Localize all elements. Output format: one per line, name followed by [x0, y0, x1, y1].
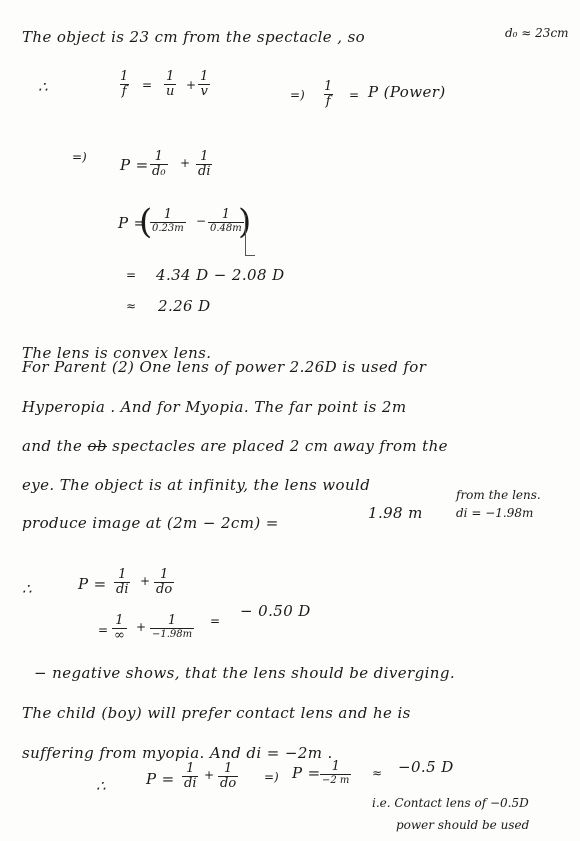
- plus-sign: +: [180, 156, 191, 170]
- equals-sign: =: [142, 78, 153, 92]
- implies-arrow: =): [290, 88, 305, 102]
- image-distance-value: 1.98 m: [368, 504, 423, 522]
- power-subtraction: 4.34 D − 2.08 D: [156, 266, 285, 284]
- child-line-2: suffering from myopia. And di = −2m .: [22, 744, 333, 762]
- line-object-distance: The object is 23 cm from the spectacle , so: [22, 28, 366, 46]
- denominator: f: [325, 94, 331, 110]
- power-result-3: −0.5 D: [398, 758, 454, 776]
- numerator: 1: [167, 613, 177, 628]
- equals-sign: =: [349, 88, 360, 102]
- numerator: 1: [163, 207, 173, 222]
- implies-arrow: =): [72, 150, 87, 164]
- denominator: di: [198, 164, 211, 180]
- parent-line-1: For Parent (2) One lens of power 2.26D is used for: [22, 358, 427, 376]
- fraction-1-over-di: [196, 150, 212, 180]
- therefore-symbol: ∴: [38, 78, 48, 96]
- power-definition: P (Power): [368, 83, 446, 101]
- numerator: 1: [120, 69, 129, 84]
- numerator: 1: [331, 759, 340, 774]
- numerator: 1: [200, 149, 209, 164]
- numerator: 1: [154, 149, 163, 164]
- denominator: ∞: [114, 628, 125, 644]
- child-line-1: The child (boy) will prefer contact lens and he is: [22, 704, 411, 722]
- denominator: 0.23m: [152, 223, 184, 235]
- implies-arrow-2: =): [264, 770, 279, 784]
- numerator: 1: [324, 79, 333, 94]
- plus-sign: +: [140, 574, 151, 588]
- denominator: d₀: [152, 164, 166, 180]
- fraction-1-over-infinity: [112, 614, 127, 644]
- parent-line-2: Hyperopia . And for Myopia. The far point is 2m: [22, 398, 407, 416]
- close-paren: ): [238, 202, 252, 242]
- fraction-1-over-d0: [150, 150, 168, 180]
- approx-sign-2: ≈: [372, 766, 383, 780]
- power-lhs: P =: [120, 156, 149, 174]
- power-result-2: − 0.50 D: [240, 602, 311, 620]
- approx-sign: ≈: [126, 299, 137, 313]
- di-value: di = −1.98m: [456, 506, 534, 520]
- equals-sign: =: [98, 623, 109, 637]
- fraction-1-over-f-2: [322, 80, 334, 110]
- parent-line-5: produce image at (2m − 2cm) =: [22, 514, 279, 532]
- power-result: 2.26 D: [158, 297, 211, 315]
- denominator: do: [156, 582, 173, 598]
- plus-sign: +: [204, 768, 215, 782]
- denominator: di: [116, 582, 129, 598]
- equals-sign-2: =: [210, 614, 221, 628]
- fraction-1-over-0-23m: [150, 208, 186, 234]
- plus-sign: +: [186, 78, 197, 92]
- fraction-1-over-v: [198, 70, 210, 100]
- negative-statement: − negative shows, that the lens should be diverging.: [34, 664, 456, 682]
- line-object-distance-tail: d₀ ≈ 23cm: [505, 26, 569, 40]
- margin-mark-base: [245, 255, 255, 256]
- denominator: v: [200, 84, 208, 100]
- margin-mark: [245, 215, 246, 255]
- open-paren: (: [139, 202, 153, 242]
- numerator: 1: [166, 69, 175, 84]
- power-lhs-5: P =: [292, 764, 321, 782]
- equals-sign: =: [126, 268, 137, 282]
- plus-sign: +: [136, 620, 147, 634]
- parent-line-3: [22, 437, 448, 455]
- denominator: −2 m: [322, 775, 350, 787]
- denominator: u: [166, 84, 175, 100]
- therefore-symbol-3: ∴: [96, 777, 106, 795]
- parent-line-3-start: and the: [22, 437, 83, 455]
- denominator: 0.48m: [210, 223, 242, 235]
- numerator: 1: [221, 207, 231, 222]
- parent-line-3-end: spectacles are placed 2 cm away from the: [112, 437, 448, 455]
- parent-line-4: eye. The object is at infinity, the lens would: [22, 476, 371, 494]
- fraction-1-over-f: [118, 70, 130, 100]
- final-line-2: power should be used: [396, 818, 530, 832]
- denominator: di: [184, 776, 197, 792]
- from-the-lens-note: from the lens.: [456, 488, 541, 502]
- fraction-1-over-neg-1-98m: [150, 614, 194, 640]
- numerator: 1: [186, 761, 195, 776]
- denominator: f: [121, 84, 127, 100]
- fraction-1-over-di-3: [182, 762, 198, 792]
- numerator: 1: [159, 567, 169, 582]
- struck-word: ob: [87, 437, 107, 455]
- convex-lens-statement: The lens is convex lens.: [22, 344, 212, 362]
- numerator: 1: [118, 567, 127, 582]
- numerator: 1: [115, 613, 124, 628]
- numerator: 1: [200, 69, 209, 84]
- fraction-1-over-do: [154, 568, 174, 598]
- denominator: do: [220, 776, 237, 792]
- minus-sign: −: [196, 214, 207, 228]
- fraction-1-over-neg-2m: [320, 760, 351, 786]
- power-lhs-4: P =: [146, 770, 175, 788]
- numerator: 1: [223, 761, 233, 776]
- power-lhs-2: P =: [118, 214, 147, 232]
- denominator: −1.98m: [152, 629, 193, 641]
- fraction-1-over-u: [164, 70, 176, 100]
- fraction-1-over-di-2: [114, 568, 130, 598]
- therefore-symbol-2: ∴: [22, 580, 32, 598]
- power-lhs-3: P =: [78, 575, 107, 593]
- final-line-1: i.e. Contact lens of −0.5D: [372, 796, 529, 810]
- fraction-1-over-do-2: [218, 762, 238, 792]
